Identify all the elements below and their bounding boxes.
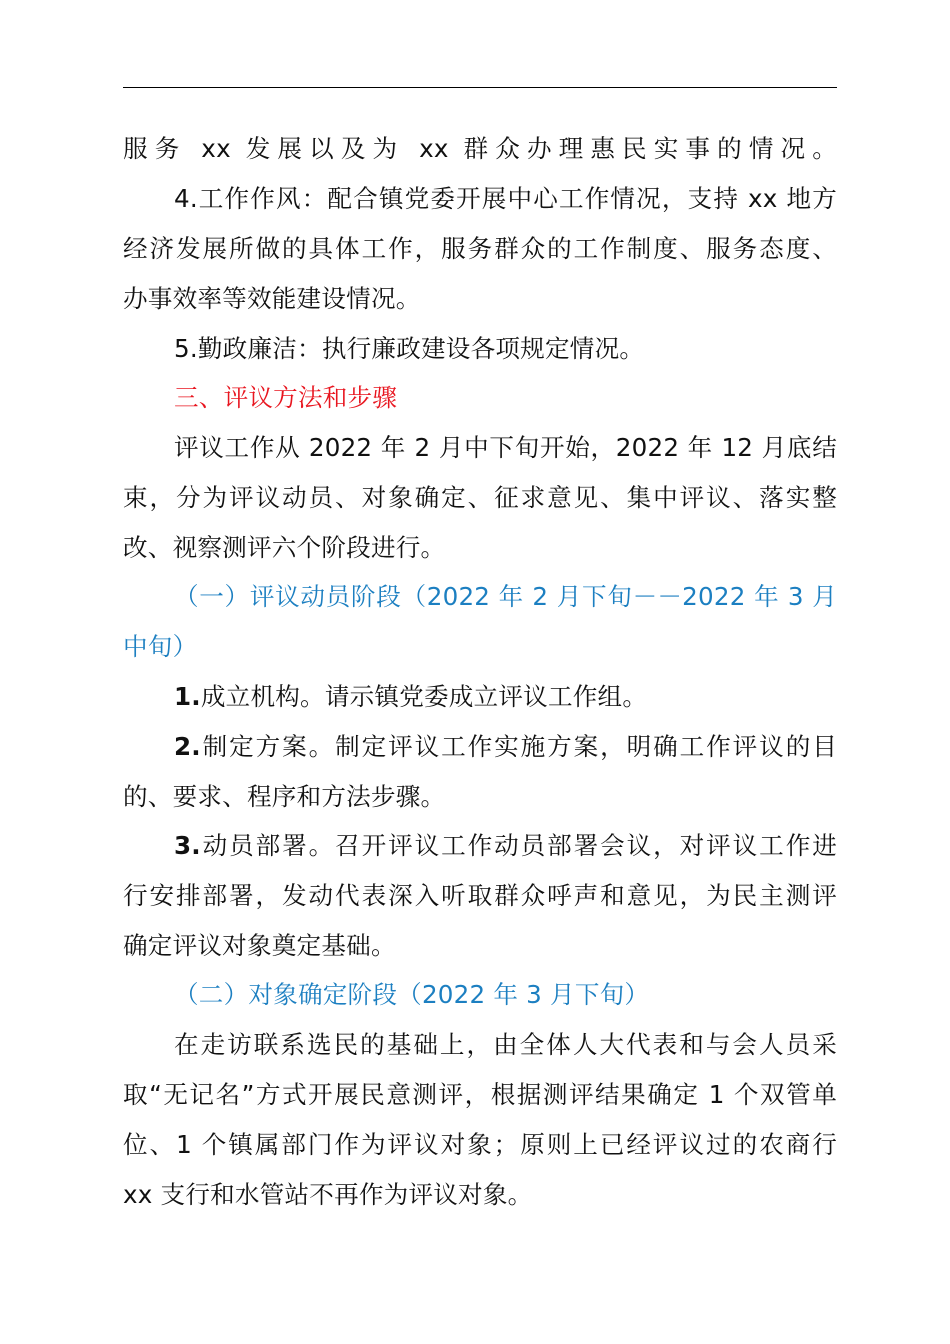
paragraph-line: 的、要求、程序和方法步骤。 [123, 782, 446, 811]
paragraph-line: 取“无记名”方式开展民意测评，根据测评结果确定 1 个双管单 [123, 1080, 837, 1109]
paragraph-line: 经济发展所做的具体工作，服务群众的工作制度、服务态度、 [123, 234, 837, 263]
subsection-heading: （一）评议动员阶段（2022 年 2 月下旬－－2022 年 3 月 [174, 582, 837, 611]
paragraph-line: 位、1 个镇属部门作为评议对象；原则上已经评议过的农商行 [123, 1130, 837, 1159]
section-heading: 三、评议方法和步骤 [174, 383, 398, 412]
list-item [174, 830, 837, 862]
paragraph-line: 4.工作作风：配合镇党委开展中心工作情况，支持 xx 地方 [174, 184, 837, 213]
list-item-text: 动员部署。召开评议工作动员部署会议，对评议工作进 [200, 831, 837, 860]
paragraph-line: 束，分为评议动员、对象确定、征求意见、集中评议、落实整 [123, 483, 837, 512]
paragraph-line: 确定评议对象奠定基础。 [123, 931, 396, 960]
paragraph-line: xx 支行和水管站不再作为评议对象。 [123, 1180, 533, 1209]
paragraph-line: 评议工作从 2022 年 2 月中下旬开始，2022 年 12 月底结 [174, 433, 837, 462]
list-item [174, 681, 837, 713]
subsection-heading-cont: 中旬） [123, 632, 198, 661]
list-item-text: 成立机构。请示镇党委成立评议工作组。 [200, 682, 648, 711]
paragraph-line: 服务 xx 发展以及为 xx 群众办理惠民实事的情况。 [123, 134, 837, 163]
paragraph-line: 5.勤政廉洁：执行廉政建设各项规定情况。 [174, 334, 645, 363]
list-item-text: 制定方案。制定评议工作实施方案，明确工作评议的目 [200, 732, 837, 761]
paragraph-line: 改、视察测评六个阶段进行。 [123, 533, 446, 562]
header-rule [123, 87, 837, 88]
subsection-heading: （二）对象确定阶段（2022 年 3 月下旬） [174, 980, 650, 1009]
paragraph-line: 行安排部署，发动代表深入听取群众呼声和意见，为民主测评 [123, 881, 837, 910]
list-item-number: 2. [174, 732, 201, 761]
paragraph-line: 在走访联系选民的基础上，由全体人大代表和与会人员采 [174, 1030, 837, 1059]
paragraph-line: 办事效率等效能建设情况。 [123, 284, 421, 313]
list-item-number: 3. [174, 831, 201, 860]
list-item [174, 731, 837, 763]
list-item-number: 1. [174, 682, 201, 711]
